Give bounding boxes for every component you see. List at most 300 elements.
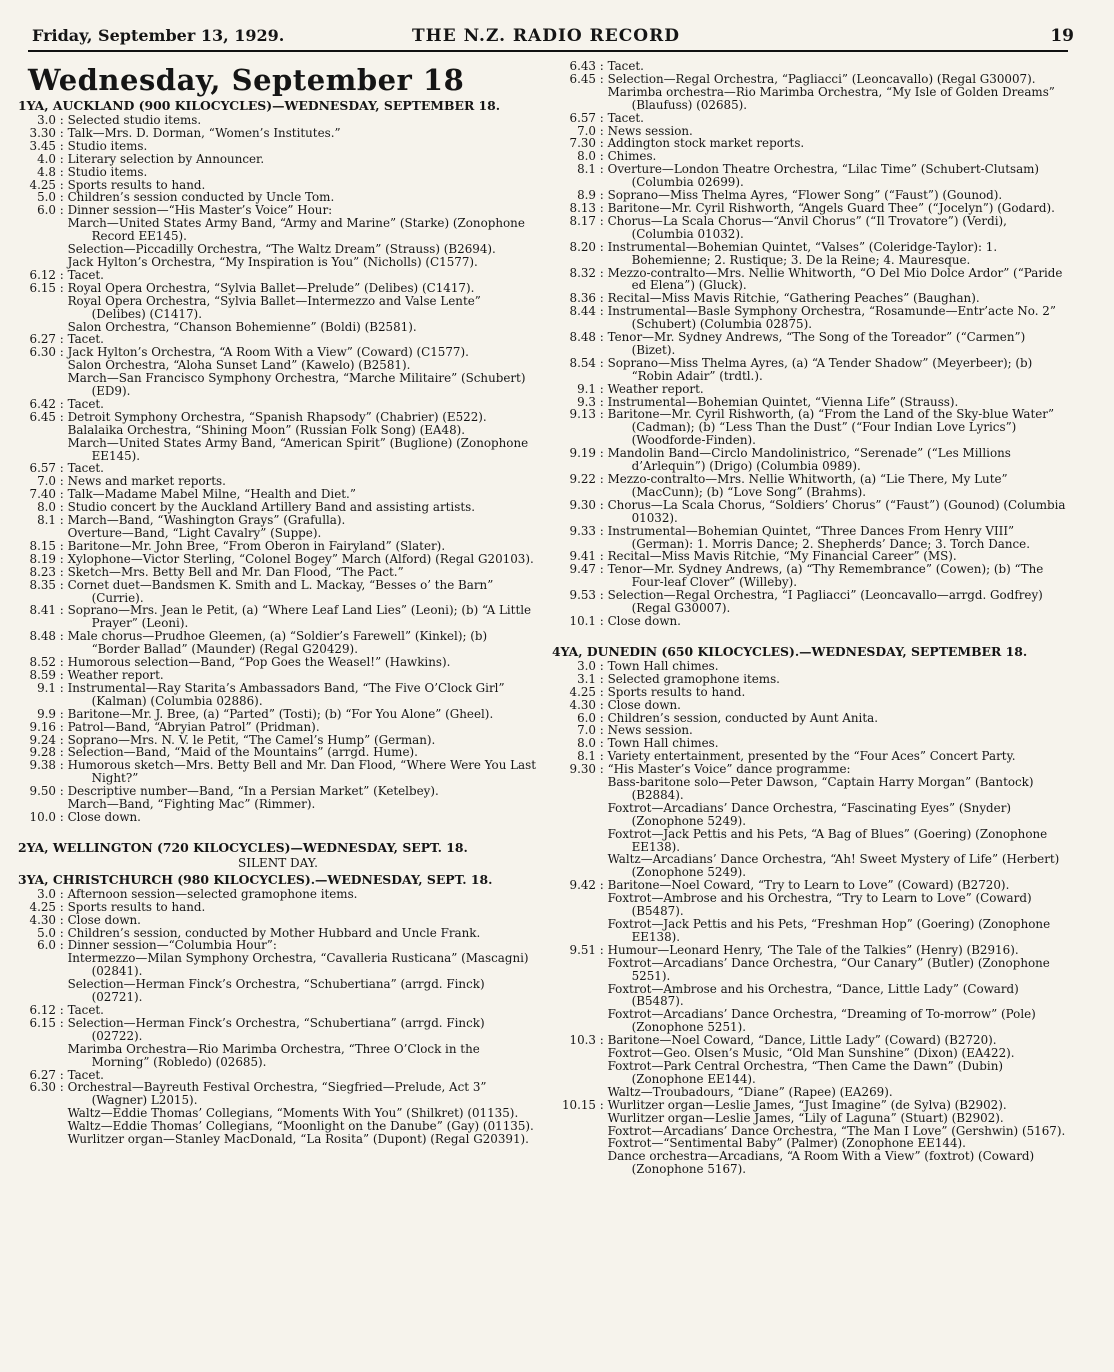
schedule-item: 9.13 : Baritone—Mr. Cyril Rishworth, (a) “From the Land of the Sky-blue Water” (Cadman); (b) “Less Than the Dust” (“Four Indian Love Lyrics”) (Woodforde-Finden). [552, 408, 1070, 447]
item-line: Close down. [607, 613, 681, 628]
item-line: Studio items. [67, 164, 148, 179]
item-time: 8.19 [29, 551, 56, 566]
item-time: 6.12 [29, 267, 56, 282]
item-time: 10.15 [561, 1097, 596, 1112]
item-time: 8.0 [577, 149, 596, 164]
item-time: 5.0 [37, 925, 56, 940]
schedule-item: 8.44 : Instrumental—Basle Symphony Orchestra, “Rosamunde—Entr’acte No. 2” (Schubert) (Columbia 02875). [552, 305, 1070, 331]
item-time: 8.1 [37, 513, 56, 528]
schedule-item: 8.23 : Sketch—Mrs. Betty Bell and Mr. Dan Flood, “The Pact.” [18, 566, 538, 579]
item-line: Foxtrot—Park Central Orchestra, “Then Came the Dawn” (Dubin) (Zonophone EE144). [607, 1058, 1004, 1086]
item-line: Wurlitzer organ—Leslie James, “Just Imagine” (de Sylva) (B2902). [607, 1097, 1007, 1112]
schedule-item: 9.1 : Instrumental—Ray Starita’s Ambassadors Band, “The Five O’Clock Girl” (Kalman) (Columbia 02886). [18, 682, 538, 708]
item-time: 6.57 [569, 110, 596, 125]
item-line: Xylophone—Victor Sterling, “Colonel Bogey” March (Alford) (Regal G20103). [67, 551, 534, 566]
item-line: Chorus—La Scala Chorus, “Soldiers’ Chorus” (“Faust”) (Gounod) (Columbia 01032). [607, 497, 1066, 525]
item-time: 8.36 [569, 291, 596, 306]
schedule-item: 6.30 : Jack Hylton’s Orchestra, “A Room With a View” (Coward) (C1577). Salon Orchestra, “Aloha Sunset Land” (Kawelo) (B2581). March—San Francisco Symphony Orchestra, “Marche Militaire” (Schubert) (ED9). [18, 346, 538, 398]
item-line: Baritone—Mr. J. Bree, (a) “Parted” (Tosti); (b) “For You Alone” (Gheel). [67, 706, 494, 721]
item-line: March—United States Army Band, “American Spirit” (Buglione) (Zonophone EE145). [67, 435, 529, 463]
item-line: Foxtrot—Arcadians’ Dance Orchestra, “Fascinating Eyes” (Snyder) (Zonophone 5249). [607, 800, 1012, 828]
item-line: Tacet. [67, 267, 104, 282]
item-line: Soprano—Mrs. Jean le Petit, (a) “Where Leaf Land Lies” (Leoni); (b) “A Little Prayer” (Leoni). [67, 603, 532, 631]
schedule-item: 3.0 : Selected studio items. [18, 114, 538, 127]
item-line: Selected gramophone items. [607, 671, 780, 686]
schedule-item: 4.25 : Sports results to hand. [18, 901, 538, 914]
schedule-item: 6.0 : Dinner session—“His Master’s Voice” Hour: March—United States Army Band, “Army and Marine” (Starke) (Zonophone Record EE145). Selection—Piccadilly Orchestra, “The Waltz Dream” (Strauss) (B2694). Jack Hylton’s Orchestra, “My Inspiration is You” (Nicholls) (C1577). [18, 204, 538, 269]
item-line: Baritone—Mr. Cyril Rishworth, “Angels Guard Thee” (“Jocelyn”) (Godard). [607, 200, 1055, 215]
item-line: Foxtrot—Geo. Olsen’s Music, “Old Man Sunshine” (Dixon) (EA422). [607, 1046, 1015, 1061]
item-time: 8.48 [569, 330, 596, 345]
masthead: THE N.Z. RADIO RECORD [412, 26, 680, 46]
schedule-item: 10.0 : Close down. [18, 811, 538, 824]
item-line: Marimba Orchestra—Rio Marimba Orchestra, “Three O’Clock in the Morning” (Robledo) (02685). [67, 1041, 480, 1069]
schedule-item: 3.0 : Town Hall chimes. [552, 660, 1070, 673]
header-rule [28, 50, 1068, 52]
item-line: Salon Orchestra, “Aloha Sunset Land” (Kawelo) (B2581). [67, 358, 411, 373]
station-heading-2ya: 2YA, WELLINGTON (720 KILOCYCLES)—WEDNESDAY, SEPT. 18. [18, 839, 468, 855]
schedule-item: 9.30 : Chorus—La Scala Chorus, “Soldiers’ Chorus” (“Faust”) (Gounod) (Columbia 01032). [552, 499, 1070, 525]
schedule-1ya [18, 114, 538, 824]
item-line: Bass-baritone solo—Peter Dawson, “Captain Harry Morgan” (Bantock) (B2884). [607, 775, 1034, 802]
schedule-item: 3.0 : Afternoon session—selected gramophone items. [18, 888, 538, 901]
item-time: 6.0 [37, 203, 56, 218]
item-time: 8.20 [569, 239, 596, 254]
item-time: 6.43 [569, 59, 596, 73]
item-line: Children’s session, conducted by Aunt Anita. [607, 710, 878, 725]
item-time: 3.0 [37, 886, 56, 901]
item-time: 6.30 [29, 345, 56, 360]
item-time: 4.30 [569, 697, 596, 712]
item-time: 9.1 [37, 680, 56, 695]
item-line: Mandolin Band—Circlo Mandolinistrico, “Serenade” (“Les Millions d’Arlequin”) (Drigo) (Columbia 0989). [607, 446, 1011, 474]
item-line: Recital—Miss Mavis Ritchie, “My Financial Career” (MS). [607, 549, 957, 564]
item-line: Selection—Herman Finck’s Orchestra, “Schubertiana” (arrgd. Finck) (02721). [67, 977, 485, 1005]
schedule-item: 8.20 : Instrumental—Bohemian Quintet, “Valses” (Coleridge-Taylor): 1. Bohemienne; 2. Rustique; 3. De la Reine; 4. Mauresque. [552, 241, 1070, 267]
schedule-item: 6.0 : Children’s session, conducted by Aunt Anita. [552, 712, 1070, 725]
schedule-item: 9.53 : Selection—Regal Orchestra, “I Pagliacci” (Leoncavallo—arrgd. Godfrey) (Regal G30007). [552, 589, 1070, 615]
station-heading-3ya: 3YA, CHRISTCHURCH (980 KILOCYCLES).—WEDNESDAY, SEPT. 18. [18, 871, 493, 887]
item-line: Cornet duet—Bandsmen K. Smith and L. Mackay, “Besses o’ the Barn” (Currie). [67, 577, 494, 605]
schedule-item: 4.25 : Sports results to hand. [552, 686, 1070, 699]
item-time: 9.50 [29, 784, 56, 799]
schedule-item: 6.45 : Selection—Regal Orchestra, “Pagliacci” (Leoncavallo) (Regal G30007). Marimba orchestra—Rio Marimba Orchestra, “My Isle of Golden Dreams” (Blaufuss) (02685). [552, 73, 1070, 112]
item-time: 8.1 [577, 162, 596, 177]
schedule-item: 3.1 : Selected gramophone items. [552, 673, 1070, 686]
item-line: Selected studio items. [67, 113, 202, 127]
item-line: Descriptive number—Band, “In a Persian Market” (Ketelbey). [67, 784, 439, 799]
right-column [552, 60, 1070, 1176]
schedule-item: 7.0 : News session. [552, 724, 1070, 737]
item-time: 6.0 [577, 710, 596, 725]
schedule-item: 8.48 : Tenor—Mr. Sydney Andrews, “The Song of the Toreador” (“Carmen”) (Bizet). [552, 331, 1070, 357]
schedule-item: 8.17 : Chorus—La Scala Chorus—“Anvil Chorus” (“Il Trovatore”) (Verdi), (Columbia 01032). [552, 215, 1070, 241]
item-line: Wurlitzer organ—Stanley MacDonald, “La Rosita” (Dupont) (Regal G20391). [67, 1132, 529, 1147]
schedule-item: 8.36 : Recital—Miss Mavis Ritchie, “Gathering Peaches” (Baughan). [552, 292, 1070, 305]
item-line: Balalaika Orchestra, “Shining Moon” (Russian Folk Song) (EA48). [67, 422, 466, 437]
schedule-item: 7.30 : Addington stock market reports. [552, 137, 1070, 150]
item-line: Dinner session—“His Master’s Voice” Hour: [67, 203, 333, 218]
item-time: 8.52 [29, 655, 56, 670]
schedule-item: 8.1 : March—Band, “Washington Grays” (Grafulla). Overture—Band, “Light Cavalry” (Suppe). [18, 514, 538, 540]
schedule-item: 8.1 : Overture—London Theatre Orchestra, “Lilac Time” (Schubert-Clutsam) (Columbia 02699). [552, 163, 1070, 189]
item-line: March—Band, “Washington Grays” (Grafulla). [67, 513, 346, 528]
item-line: Foxtrot—Jack Pettis and his Pets, “A Bag of Blues” (Goering) (Zonophone EE138). [607, 826, 1048, 854]
schedule-item: 9.24 : Soprano—Mrs. N. V. le Petit, “The Camel’s Hump” (German). [18, 734, 538, 747]
item-time: 8.35 [29, 577, 56, 592]
schedule-item: 6.30 : Orchestral—Bayreuth Festival Orchestra, “Siegfried—Prelude, Act 3” (Wagner) L2015). Waltz—Eddie Thomas’ Collegians, “Moments With You” (Shilkret) (01135). Waltz—Eddie Thomas’ Collegians, “Moonlight on the Danube” (Gay) (01135). Wurlitzer organ—Stanley MacDonald, “La Rosita” (Dupont) (Regal G20391). [18, 1081, 538, 1146]
item-time: 8.9 [577, 188, 596, 203]
item-time: 9.38 [29, 758, 56, 773]
item-line: Foxtrot—“Sentimental Baby” (Palmer) (Zonophone EE144). [607, 1136, 966, 1151]
item-time: 6.27 [29, 332, 56, 347]
schedule-item: 6.42 : Tacet. [18, 398, 538, 411]
item-time: 6.42 [29, 396, 56, 411]
item-line: Foxtrot—Arcadians’ Dance Orchestra, “Our Canary” (Butler) (Zonophone 5251). [607, 955, 1050, 983]
item-line: Tacet. [67, 332, 104, 347]
schedule-item: 8.52 : Humorous selection—Band, “Pop Goes the Weasel!” (Hawkins). [18, 656, 538, 669]
schedule-item: 7.0 : News session. [552, 125, 1070, 138]
item-line: Selection—Piccadilly Orchestra, “The Waltz Dream” (Strauss) (B2694). [67, 242, 496, 257]
item-line: “His Master’s Voice” dance programme: [607, 762, 851, 777]
item-time: 9.42 [569, 878, 596, 893]
item-line: Humorous selection—Band, “Pop Goes the Weasel!” (Hawkins). [67, 655, 451, 670]
schedule-item: 5.0 : Children’s session conducted by Uncle Tom. [18, 191, 538, 204]
item-time: 7.0 [37, 474, 56, 489]
item-line: Town Hall chimes. [607, 658, 719, 673]
item-time: 9.16 [29, 719, 56, 734]
schedule-item: 7.40 : Talk—Madame Mabel Milne, “Health and Diet.” [18, 488, 538, 501]
item-line: News session. [607, 723, 693, 738]
issue-date: Friday, September 13, 1929. [32, 26, 285, 45]
item-line: Sketch—Mrs. Betty Bell and Mr. Dan Flood, “The Pact.” [67, 564, 404, 579]
schedule-item: 8.59 : Weather report. [18, 669, 538, 682]
item-time: 6.45 [29, 409, 56, 424]
schedule-item: 7.0 : News and market reports. [18, 475, 538, 488]
item-line: March—Band, “Fighting Mac” (Rimmer). [67, 797, 316, 812]
item-line: Mezzo-contralto—Mrs. Nellie Whitworth, (a) “Lie There, My Lute” (MacCunn); (b) “Love Song” (Brahms). [607, 472, 1008, 499]
item-time: 4.0 [37, 151, 56, 166]
item-time: 8.48 [29, 629, 56, 644]
schedule-item: 6.43 : Tacet. [552, 60, 1070, 73]
station-heading-1ya: 1YA, AUCKLAND (900 KILOCYCLES)—WEDNESDAY, SEPTEMBER 18. [18, 98, 501, 113]
schedule-item: 6.0 : Dinner session—“Columbia Hour”: Intermezzo—Milan Symphony Orchestra, “Cavalleria Rusticana” (Mascagni) (02841). Selection—Herman Finck’s Orchestra, “Schubertiana” (arrgd. Finck) (02721). [18, 939, 538, 1004]
item-line: Instrumental—Bohemian Quintet, “Valses” (Coleridge-Taylor): 1. Bohemienne; 2. Rustique; 3. De la Reine; 4. Mauresque. [607, 239, 998, 267]
schedule-item: 4.8 : Studio items. [18, 166, 538, 179]
item-time: 7.0 [577, 123, 596, 138]
item-line: Tacet. [67, 396, 104, 411]
page-number: 19 [1050, 26, 1074, 46]
item-line: Foxtrot—Ambrose and his Orchestra, “Try to Learn to Love” (Coward) (B5487). [607, 891, 1032, 919]
schedule-item: 6.15 : Royal Opera Orchestra, “Sylvia Ballet—Prelude” (Delibes) (C1417). Royal Opera Orchestra, “Sylvia Ballet—Intermezzo and Valse Lente” (Delibes) (C1417). Salon Orchestra, “Chanson Bohemienne” (Boldi) (B2581). [18, 282, 538, 334]
schedule-item: 9.19 : Mandolin Band—Circlo Mandolinistrico, “Serenade” (“Les Millions d’Arlequin”) (Drigo) (Columbia 0989). [552, 447, 1070, 473]
item-line: Marimba orchestra—Rio Marimba Orchestra, “My Isle of Golden Dreams” (Blaufuss) (02685). [607, 84, 1055, 112]
item-line: Foxtrot—Arcadians’ Dance Orchestra, “The Man I Love” (Gershwin) (5167). [607, 1123, 1066, 1138]
item-line: Instrumental—Ray Starita’s Ambassadors Band, “The Five O’Clock Girl” (Kalman) (Columbia 02886). [67, 680, 505, 708]
schedule-item: 6.15 : Selection—Herman Finck’s Orchestra, “Schubertiana” (arrgd. Finck) (02722). Marimba Orchestra—Rio Marimba Orchestra, “Three O’Clock in the Morning” (Robledo) (02685). [18, 1017, 538, 1069]
item-time: 7.30 [569, 136, 596, 151]
schedule-item: 4.0 : Literary selection by Announcer. [18, 153, 538, 166]
item-line: Addington stock market reports. [607, 136, 805, 151]
item-time: 9.51 [569, 942, 596, 957]
item-line: Overture—Band, “Light Cavalry” (Suppe). [67, 526, 322, 540]
schedule-item: 4.30 : Close down. [552, 699, 1070, 712]
item-line: Variety entertainment, presented by the “Four Aces” Concert Party. [607, 749, 1016, 764]
item-line: Humorous sketch—Mrs. Betty Bell and Mr. Dan Flood, “Where Were You Last Night?” [67, 758, 537, 786]
item-line: Salon Orchestra, “Chanson Bohemienne” (Boldi) (B2581). [67, 319, 417, 334]
schedule-item: 8.35 : Cornet duet—Bandsmen K. Smith and L. Mackay, “Besses o’ the Barn” (Currie). [18, 579, 538, 605]
item-line: Wurlitzer organ—Leslie James, “Lily of Laguna” (Stuart) (B2902). [607, 1110, 1004, 1125]
item-time: 8.1 [577, 749, 596, 764]
item-line: Waltz—Eddie Thomas’ Collegians, “Moonlight on the Danube” (Gay) (01135). [67, 1119, 534, 1134]
schedule-item: 9.51 : Humour—Leonard Henry, ‘The Tale of the Talkies” (Henry) (B2916). Foxtrot—Arcadians’ Dance Orchestra, “Our Canary” (Butler) (Zonophone 5251). Foxtrot—Ambrose and his Orchestra, “Dance, Little Lady” (Coward) (B5487). Foxtrot—Arcadians’ Dance Orchestra, “Dreaming of To-morrow” (Pole) (Zonophone 5251). [552, 944, 1070, 1034]
schedule-item: 9.30 : “His Master’s Voice” dance programme: Bass-baritone solo—Peter Dawson, “Captain Harry Morgan” (Bantock) (B2884). Foxtrot—Arcadians’ Dance Orchestra, “Fascinating Eyes” (Snyder) (Zonophone 5249). Foxtrot—Jack Pettis and his Pets, “A Bag of Blues” (Goering) (Zonophone EE138). Waltz—Arcadians’ Dance Orchestra, “Ah! Sweet Mystery of Life” (Herbert) (Zonophone 5249). [552, 763, 1070, 879]
item-time: 6.30 [29, 1080, 56, 1095]
schedule-item: 9.42 : Baritone—Noel Coward, “Try to Learn to Love” (Coward) (B2720). Foxtrot—Ambrose and his Orchestra, “Try to Learn to Love” (Coward) (B5487). Foxtrot—Jack Pettis and his Pets, “Freshman Hop” (Goering) (Zonophone EE138). [552, 879, 1070, 944]
item-line: Dance orchestra—Arcadians, “A Room With a View” (foxtrot) (Coward) (Zonophone 5167). [607, 1149, 1035, 1177]
item-line: Sports results to hand. [67, 899, 206, 914]
item-time: 10.1 [569, 613, 596, 628]
item-time: 9.3 [577, 394, 596, 409]
item-line: News and market reports. [67, 474, 226, 489]
schedule-item: 9.16 : Patrol—Band, “Abryian Patrol” (Pridman). [18, 721, 538, 734]
item-line: Baritone—Noel Coward, “Dance, Little Lady” (Coward) (B2720). [607, 1033, 997, 1048]
item-time: 9.30 [569, 497, 596, 512]
item-time: 8.0 [37, 500, 56, 515]
schedule-item: 9.47 : Tenor—Mr. Sydney Andrews, (a) “Thy Remembrance” (Cowen); (b) “The Four-leaf Clover” (Willeby). [552, 563, 1070, 589]
item-line: Tacet. [67, 1067, 104, 1082]
schedule-item: 8.0 : Chimes. [552, 150, 1070, 163]
item-line: Waltz—Troubadours, “Diane” (Rapee) (EA269). [607, 1084, 893, 1099]
item-line: Royal Opera Orchestra, “Sylvia Ballet—Prelude” (Delibes) (C1417). [67, 280, 475, 295]
schedule-item: 6.57 : Tacet. [552, 112, 1070, 125]
schedule-item: 8.32 : Mezzo-contralto—Mrs. Nellie Whitworth, “O Del Mio Dolce Ardor” (“Paride ed Elena”) (Gluck). [552, 267, 1070, 293]
schedule-item: 9.50 : Descriptive number—Band, “In a Persian Market” (Ketelbey). March—Band, “Fighting Mac” (Rimmer). [18, 785, 538, 811]
item-line: Talk—Madame Mabel Milne, “Health and Diet.” [67, 487, 356, 502]
item-line: Tacet. [607, 59, 644, 73]
item-line: Jack Hylton’s Orchestra, “My Inspiration is You” (Nicholls) (C1577). [67, 254, 478, 269]
schedule-item: 10.1 : Close down. [552, 615, 1070, 628]
item-time: 3.1 [577, 671, 596, 686]
item-time: 3.0 [37, 113, 56, 127]
left-column [18, 60, 538, 1146]
item-time: 9.19 [569, 446, 596, 461]
item-line: Baritone—Noel Coward, “Try to Learn to Love” (Coward) (B2720). [607, 878, 1010, 893]
item-line: Selection—Regal Orchestra, “Pagliacci” (Leoncavallo) (Regal G30007). [607, 71, 1036, 86]
item-line: Baritone—Mr. John Bree, “From Oberon in Fairyland” (Slater). [67, 538, 446, 553]
item-line: Studio items. [67, 138, 148, 153]
schedule-item: 4.25 : Sports results to hand. [18, 179, 538, 192]
item-time: 6.45 [569, 71, 596, 86]
page-header [28, 26, 1084, 50]
schedule-item: 9.28 : Selection—Band, “Maid of the Mountains” (arrgd. Hume). [18, 746, 538, 759]
item-time: 10.3 [569, 1033, 596, 1048]
schedule-item: 8.54 : Soprano—Miss Thelma Ayres, (a) “A Tender Shadow” (Meyerbeer); (b) “Robin Adair” (trdtl.). [552, 357, 1070, 383]
item-time: 9.9 [37, 706, 56, 721]
schedule-item: 4.30 : Close down. [18, 914, 538, 927]
schedule-item: 8.1 : Variety entertainment, presented by the “Four Aces” Concert Party. [552, 750, 1070, 763]
schedule-item: 6.12 : Tacet. [18, 1004, 538, 1017]
item-time: 6.0 [37, 938, 56, 953]
item-time: 9.30 [569, 762, 596, 777]
item-time: 8.59 [29, 667, 56, 682]
item-time: 8.15 [29, 538, 56, 553]
item-line: Overture—London Theatre Orchestra, “Lilac Time” (Schubert-Clutsam) (Columbia 02699). [607, 162, 1040, 190]
item-line: Selection—Regal Orchestra, “I Pagliacci” (Leoncavallo—arrgd. Godfrey) (Regal G30007). [607, 588, 1043, 616]
schedule-item: 6.45 : Detroit Symphony Orchestra, “Spanish Rhapsody” (Chabrier) (E522). Balalaika Orchestra, “Shining Moon” (Russian Folk Song) (EA48). March—United States Army Band, “American Spirit” (Buglione) (Zonophone EE145). [18, 411, 538, 463]
item-time: 9.28 [29, 745, 56, 760]
item-time: 8.13 [569, 200, 596, 215]
item-line: Recital—Miss Mavis Ritchie, “Gathering Peaches” (Baughan). [607, 291, 980, 306]
item-line: Detroit Symphony Orchestra, “Spanish Rhapsody” (Chabrier) (E522). [67, 409, 487, 424]
item-line: Chimes. [607, 149, 657, 164]
item-time: 6.27 [29, 1067, 56, 1082]
item-line: Soprano—Miss Thelma Ayres, (a) “A Tender Shadow” (Meyerbeer); (b) “Robin Adair” (trdtl.). [607, 355, 1033, 383]
item-line: News session. [607, 123, 693, 138]
item-line: Waltz—Arcadians’ Dance Orchestra, “Ah! Sweet Mystery of Life” (Herbert) (Zonophone 5249). [607, 852, 1060, 880]
item-line: Afternoon session—selected gramophone items. [67, 886, 358, 901]
page-title: Wednesday, September 18 [28, 63, 465, 97]
item-line: Children’s session, conducted by Mother Hubbard and Uncle Frank. [67, 925, 481, 940]
item-line: Sports results to hand. [607, 684, 746, 699]
item-line: Intermezzo—Milan Symphony Orchestra, “Cavalleria Rusticana” (Mascagni) (02841). [67, 951, 529, 979]
item-time: 4.25 [29, 177, 56, 192]
item-time: 8.54 [569, 355, 596, 370]
item-time: 4.8 [37, 164, 56, 179]
item-time: 8.41 [29, 603, 56, 618]
item-line: Waltz—Eddie Thomas’ Collegians, “Moments With You” (Shilkret) (01135). [67, 1106, 519, 1121]
item-line: Tacet. [607, 110, 644, 125]
item-line: Selection—Herman Finck’s Orchestra, “Schubertiana” (arrgd. Finck) (02722). [67, 1015, 485, 1043]
item-line: Instrumental—Bohemian Quintet, “Vienna Life” (Strauss). [607, 394, 959, 409]
item-line: Chorus—La Scala Chorus—“Anvil Chorus” (“Il Trovatore”) (Verdi), (Columbia 01032). [607, 213, 1007, 241]
schedule-4ya [552, 660, 1070, 1176]
item-line: Orchestral—Bayreuth Festival Orchestra, “Siegfried—Prelude, Act 3” (Wagner) L2015). [67, 1080, 487, 1108]
schedule-item: 9.9 : Baritone—Mr. J. Bree, (a) “Parted” (Tosti); (b) “For You Alone” (Gheel). [18, 708, 538, 721]
item-time: 5.0 [37, 190, 56, 205]
schedule-item: 9.22 : Mezzo-contralto—Mrs. Nellie Whitworth, (a) “Lie There, My Lute” (MacCunn); (b) “Love Song” (Brahms). [552, 473, 1070, 499]
item-time: 8.23 [29, 564, 56, 579]
item-time: 9.47 [569, 562, 596, 577]
item-time: 6.12 [29, 1003, 56, 1017]
item-line: Foxtrot—Arcadians’ Dance Orchestra, “Dreaming of To-morrow” (Pole) (Zonophone 5251). [607, 1007, 1036, 1035]
item-time: 8.17 [569, 213, 596, 228]
item-time: 3.45 [29, 138, 56, 153]
item-time: 9.1 [577, 381, 596, 396]
item-line: Instrumental—Basle Symphony Orchestra, “Rosamunde—Entr’acte No. 2” (Schubert) (Columbia 02875). [607, 304, 1056, 332]
item-line: Jack Hylton’s Orchestra, “A Room With a View” (Coward) (C1577). [67, 345, 469, 360]
schedule-item: 3.45 : Studio items. [18, 140, 538, 153]
item-line: Weather report. [607, 381, 704, 396]
item-time: 8.0 [577, 736, 596, 751]
item-time: 7.40 [29, 487, 56, 502]
item-time: 3.0 [577, 658, 596, 673]
item-line: Literary selection by Announcer. [67, 151, 265, 166]
item-time: 6.15 [29, 280, 56, 295]
item-line: Soprano—Mrs. N. V. le Petit, “The Camel’s Hump” (German). [67, 732, 436, 747]
schedule-3ya [18, 888, 538, 1146]
item-line: Close down. [67, 912, 141, 927]
item-time: 9.33 [569, 523, 596, 538]
item-time: 10.0 [29, 809, 56, 824]
item-line: Close down. [607, 697, 681, 712]
item-line: Foxtrot—Ambrose and his Orchestra, “Dance, Little Lady” (Coward) (B5487). [607, 981, 1019, 1009]
item-time: 4.25 [569, 684, 596, 699]
schedule-3ya-continued [552, 60, 1070, 628]
schedule-item: 8.41 : Soprano—Mrs. Jean le Petit, (a) “Where Leaf Land Lies” (Leoni); (b) “A Little Prayer” (Leoni). [18, 604, 538, 630]
item-time: 8.32 [569, 265, 596, 280]
schedule-item: 8.48 : Male chorus—Prudhoe Gleemen, (a) “Soldier’s Farewell” (Kinkel); (b) “Border Ballad” (Maunder) (Regal G20429). [18, 630, 538, 656]
item-line: March—United States Army Band, “Army and Marine” (Starke) (Zonophone Record EE145). [67, 216, 525, 244]
schedule-item: 8.13 : Baritone—Mr. Cyril Rishworth, “Angels Guard Thee” (“Jocelyn”) (Godard). [552, 202, 1070, 215]
item-line: Town Hall chimes. [607, 736, 719, 751]
item-time: 6.15 [29, 1015, 56, 1030]
schedule-item: 9.41 : Recital—Miss Mavis Ritchie, “My Financial Career” (MS). [552, 550, 1070, 563]
item-time: 9.24 [29, 732, 56, 747]
item-line: Tenor—Mr. Sydney Andrews, (a) “Thy Remembrance” (Cowen); (b) “The Four-leaf Clover” (Willeby). [607, 562, 1044, 590]
schedule-item: 10.3 : Baritone—Noel Coward, “Dance, Little Lady” (Coward) (B2720). Foxtrot—Geo. Olsen’s Music, “Old Man Sunshine” (Dixon) (EA422). Foxtrot—Park Central Orchestra, “Then Came the Dawn” (Dubin) (Zonophone EE144). Waltz—Troubadours, “Diane” (Rapee) (EA269). [552, 1034, 1070, 1099]
item-line: Studio concert by the Auckland Artillery Band and assisting artists. [67, 500, 475, 515]
schedule-item: 9.3 : Instrumental—Bohemian Quintet, “Vienna Life” (Strauss). [552, 396, 1070, 409]
item-time: 4.30 [29, 912, 56, 927]
item-line: Selection—Band, “Maid of the Mountains” (arrgd. Hume). [67, 745, 418, 760]
item-line: Foxtrot—Jack Pettis and his Pets, “Freshman Hop” (Goering) (Zonophone EE138). [607, 917, 1051, 944]
schedule-item: 6.27 : Tacet. [18, 333, 538, 346]
item-line: Close down. [67, 809, 141, 824]
item-line: Patrol—Band, “Abryian Patrol” (Pridman). [67, 719, 320, 734]
silent-day-note: SILENT DAY. [238, 855, 318, 870]
schedule-item: 6.57 : Tacet. [18, 462, 538, 475]
item-line: Tacet. [67, 1003, 104, 1017]
item-time: 9.53 [569, 588, 596, 603]
schedule-item: 10.15 : Wurlitzer organ—Leslie James, “Just Imagine” (de Sylva) (B2902). Wurlitzer organ—Leslie James, “Lily of Laguna” (Stuart) (B2902). Foxtrot—Arcadians’ Dance Orchestra, “The Man I Love” (Gershwin) (5167). Foxtrot—“Sentimental Baby” (Palmer) (Zonophone EE144). Dance orchestra—Arcadians, “A Room With a View” (foxtrot) (Coward) (Zonophone 5167). [552, 1099, 1070, 1176]
item-line: Tacet. [67, 461, 104, 476]
item-line: Instrumental—Bohemian Quintet, “Three Dances From Henry VIII” (German): 1. Morris Dance; 2. Shepherds’ Dance; 3. Torch Dance. [607, 523, 1030, 551]
item-line: Weather report. [67, 667, 164, 682]
schedule-item: 3.30 : Talk—Mrs. D. Dorman, “Women’s Institutes.” [18, 127, 538, 140]
item-line: Soprano—Miss Thelma Ayres, “Flower Song” (“Faust”) (Gounod). [607, 188, 1003, 203]
item-line: Tenor—Mr. Sydney Andrews, “The Song of the Toreador” (“Carmen”) (Bizet). [607, 330, 1026, 357]
item-time: 3.30 [29, 125, 56, 140]
item-line: March—San Francisco Symphony Orchestra, “Marche Militaire” (Schubert) (ED9). [67, 371, 526, 399]
schedule-item: 8.0 : Town Hall chimes. [552, 737, 1070, 750]
item-line: Children’s session conducted by Uncle Tom. [67, 190, 335, 205]
item-line: Humour—Leonard Henry, ‘The Tale of the Talkies” (Henry) (B2916). [607, 942, 1019, 957]
item-line: Baritone—Mr. Cyril Rishworth, (a) “From the Land of the Sky-blue Water” (Cadman); (b) “Less Than the Dust” (“Four Indian Love Lyrics”) (Woodforde-Finden). [607, 407, 1055, 448]
schedule-item: 8.19 : Xylophone—Victor Sterling, “Colonel Bogey” March (Alford) (Regal G20103). [18, 553, 538, 566]
schedule-item: 8.15 : Baritone—Mr. John Bree, “From Oberon in Fairyland” (Slater). [18, 540, 538, 553]
item-time: 9.22 [569, 472, 596, 486]
item-time: 9.41 [569, 549, 596, 564]
station-heading-4ya: 4YA, DUNEDIN (650 KILOCYCLES).—WEDNESDAY, SEPTEMBER 18. [552, 643, 1028, 659]
item-line: Dinner session—“Columbia Hour”: [67, 938, 277, 953]
item-line: Mezzo-contralto—Mrs. Nellie Whitworth, “O Del Mio Dolce Ardor” (“Paride ed Elena”) (Gluck). [607, 265, 1063, 293]
item-time: 9.13 [569, 407, 596, 422]
schedule-item: 6.12 : Tacet. [18, 269, 538, 282]
item-time: 6.57 [29, 461, 56, 476]
schedule-item: 9.38 : Humorous sketch—Mrs. Betty Bell and Mr. Dan Flood, “Where Were You Last Night?” [18, 759, 538, 785]
schedule-item: 9.33 : Instrumental—Bohemian Quintet, “Three Dances From Henry VIII” (German): 1. Morris Dance; 2. Shepherds’ Dance; 3. Torch Dance. [552, 525, 1070, 551]
schedule-item: 6.27 : Tacet. [18, 1069, 538, 1082]
schedule-item: 8.0 : Studio concert by the Auckland Artillery Band and assisting artists. [18, 501, 538, 514]
item-time: 7.0 [577, 723, 596, 738]
item-line: Male chorus—Prudhoe Gleemen, (a) “Soldier’s Farewell” (Kinkel); (b) “Border Ballad” (Maunder) (Regal G20429). [67, 629, 488, 657]
item-line: Royal Opera Orchestra, “Sylvia Ballet—Intermezzo and Valse Lente” (Delibes) (C1417). [67, 293, 481, 321]
item-time: 4.25 [29, 899, 56, 914]
item-line: Sports results to hand. [67, 177, 206, 192]
schedule-item: 9.1 : Weather report. [552, 383, 1070, 396]
item-time: 8.44 [569, 304, 596, 319]
